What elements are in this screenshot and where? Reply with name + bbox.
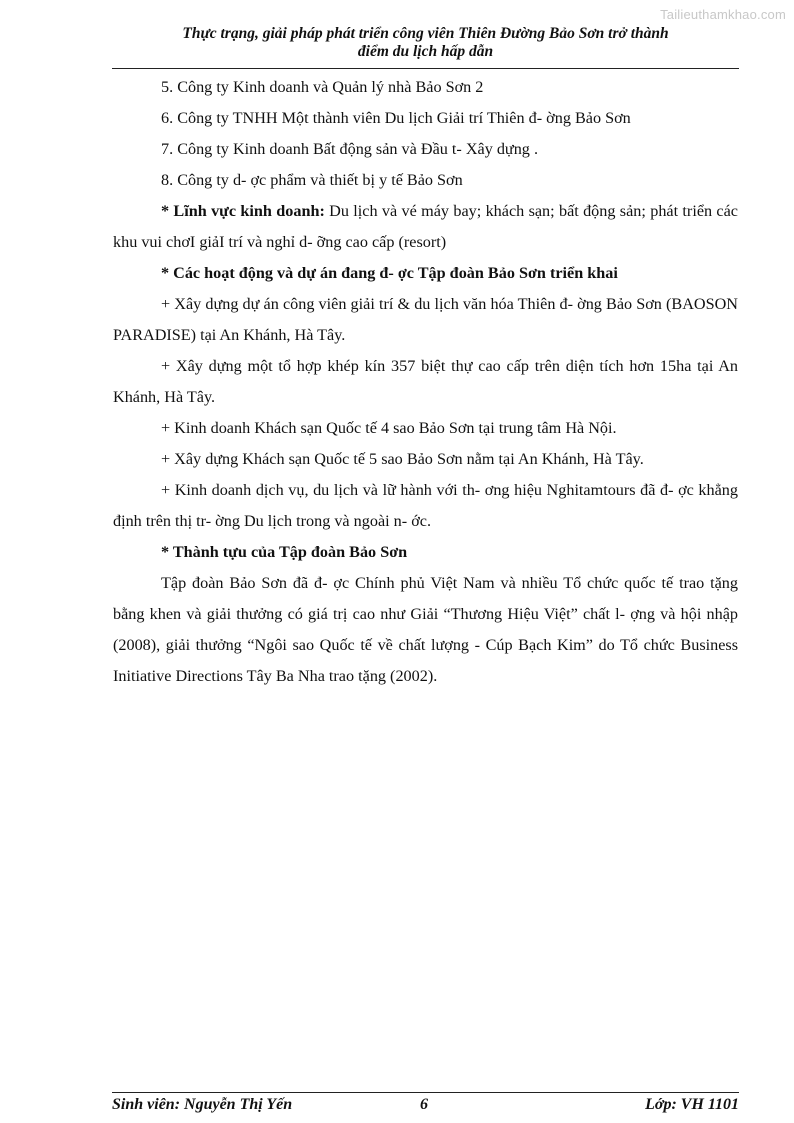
list-item: 5. Công ty Kinh doanh và Quản lý nhà Bảo Sơn 2 xyxy=(161,78,484,96)
page-body xyxy=(113,72,738,692)
header-divider xyxy=(112,68,739,69)
footer-divider xyxy=(112,1092,739,1093)
project-item: + Kinh doanh dịch vụ, du lịch và lữ hành với th- ơng hiệu Nghitamtours đã đ- ợc khẳng định trên thị tr- ờng Du lịch trong và ngoài n- ớc. xyxy=(113,481,738,530)
footer-student-name: Sinh viên: Nguyễn Thị Yến xyxy=(112,1096,293,1113)
achievements-paragraph: Tập đoàn Bảo Sơn đã đ- ợc Chính phủ Việt Nam và nhiều Tổ chức quốc tế trao tặng bằng khen và giải thưởng có giá trị cao như Giải “Thương Hiệu Việt” chất l- ợng và hội nhập (2008), giải thưởng “Ngôi sao Quốc tế về chất lượng - Cúp Bạch Kim” do Tổ chức Business Initiative Directions Tây Ba Nha trao tặng (2002). xyxy=(113,574,738,685)
projects-heading: * Các hoạt động và dự án đang đ- ợc Tập đoàn Bảo Sơn triển khai xyxy=(161,264,618,282)
list-item: 7. Công ty Kinh doanh Bất động sản và Đầu t- Xây dựng . xyxy=(161,140,538,158)
list-item: 8. Công ty d- ợc phẩm và thiết bị y tế Bảo Sơn xyxy=(161,171,463,189)
business-paragraph xyxy=(113,196,738,258)
business-label: * Lĩnh vực kinh doanh: xyxy=(161,202,325,220)
page-footer xyxy=(112,1096,739,1118)
footer-class: Lớp: VH 1101 xyxy=(645,1096,739,1113)
page-number: 6 xyxy=(420,1096,428,1113)
project-item: + Xây dựng Khách sạn Quốc tế 5 sao Bảo Sơn nằm tại An Khánh, Hà Tây. xyxy=(161,450,644,468)
running-header xyxy=(112,25,739,61)
header-title-line-1: Thực trạng, giải pháp phát triển công viên Thiên Đường Bảo Sơn trở thành xyxy=(182,25,669,42)
business-text: Du lịch và vé máy bay; khách sạn; bất động sản; phát triển các khu vui chơI giảI trí và nghỉ d- ỡng cao cấp (resort) xyxy=(113,202,738,251)
achievements-heading: * Thành tựu của Tập đoàn Bảo Sơn xyxy=(161,543,408,561)
watermark-text: Tailieuthamkhao.com xyxy=(660,7,786,22)
project-item: + Kinh doanh Khách sạn Quốc tế 4 sao Bảo Sơn tại trung tâm Hà Nội. xyxy=(161,419,617,437)
header-title-line-2: điểm du lịch hấp dẫn xyxy=(357,43,494,60)
project-item: + Xây dựng một tổ hợp khép kín 357 biệt thự cao cấp trên diện tích hơn 15ha tại An Khánh, Hà Tây. xyxy=(113,357,738,406)
project-item: + Xây dựng dự án công viên giải trí & du lịch văn hóa Thiên đ- ờng Bảo Sơn (BAOSON PARADISE) tại An Khánh, Hà Tây. xyxy=(113,295,738,344)
list-item: 6. Công ty TNHH Một thành viên Du lịch Giải trí Thiên đ- ờng Bảo Sơn xyxy=(161,109,631,127)
